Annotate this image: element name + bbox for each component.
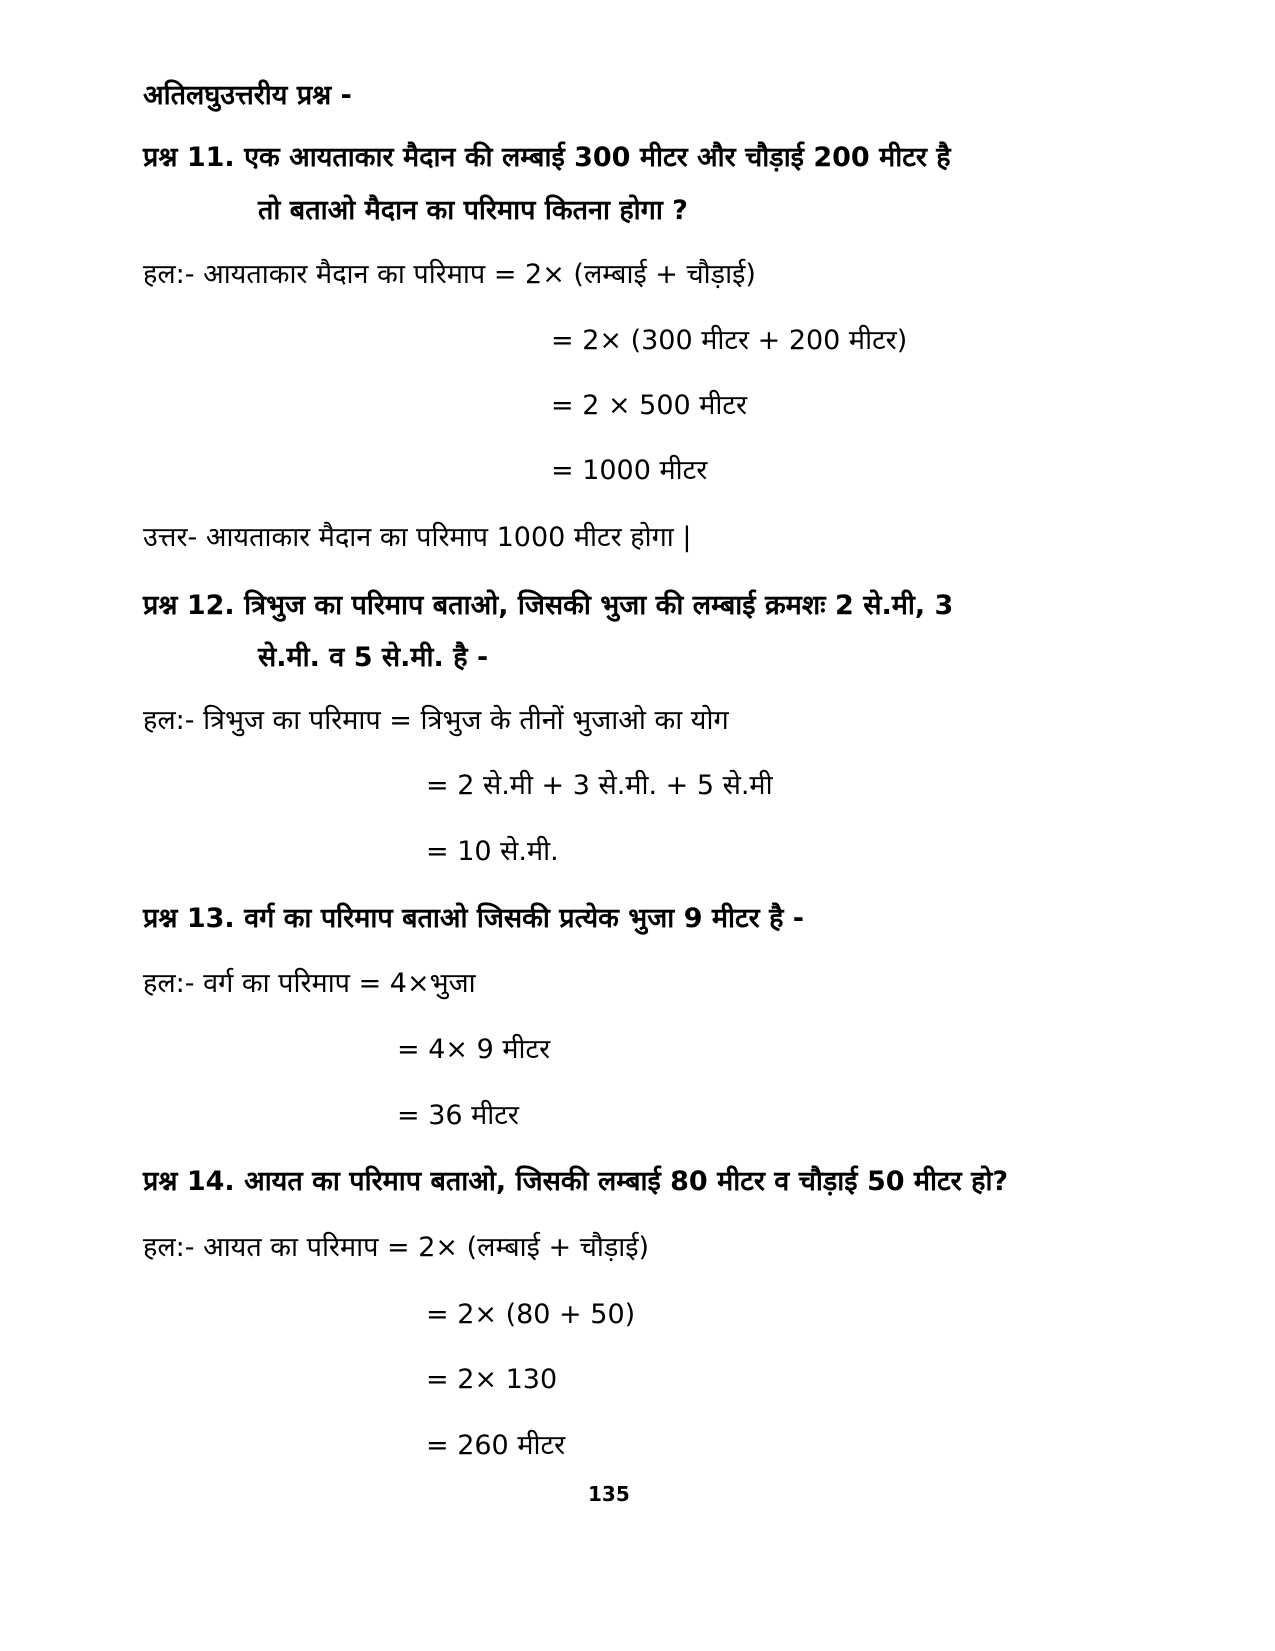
q11-answer: उत्तर- आयताकार मैदान का परिमाप 1000 मीटर होगा | <box>143 522 692 553</box>
question-13-line-1: प्रश्न 13. वर्ग का परिमाप बताओ जिसकी प्रत्येक भुजा 9 मीटर है - <box>143 903 805 934</box>
q13-solution-line-1: हल:- वर्ग का परिमाप = 4×भुजा <box>143 968 476 999</box>
q13-solution-line-2: = 4× 9 मीटर <box>397 1034 551 1065</box>
q14-solution-line-3: = 2× 130 <box>426 1364 558 1395</box>
q11-solution-line-3: = 2 × 500 मीटर <box>551 390 748 421</box>
q14-solution-line-4: = 260 मीटर <box>426 1430 566 1461</box>
q12-solution-line-2: = 2 से.मी + 3 से.मी. + 5 से.मी <box>426 770 773 801</box>
question-14-line-1: प्रश्न 14. आयत का परिमाप बताओ, जिसकी लम्बाई 80 मीटर व चौड़ाई 50 मीटर हो? <box>143 1166 1009 1197</box>
question-12-line-1: प्रश्न 12. त्रिभुज का परिमाप बताओ, जिसकी भुजा की लम्बाई क्रमशः 2 से.मी, 3 <box>143 590 954 621</box>
q14-solution-line-1: हल:- आयत का परिमाप = 2× (लम्बाई + चौड़ाई) <box>143 1232 650 1263</box>
question-11-line-2: तो बताओ मैदान का परिमाप कितना होगा ? <box>258 195 688 226</box>
page-number: 135 <box>588 1482 630 1506</box>
q11-solution-line-2: = 2× (300 मीटर + 200 मीटर) <box>551 325 908 356</box>
q12-solution-line-3: = 10 से.मी. <box>426 836 559 867</box>
q11-solution-line-1: हल:- आयताकार मैदान का परिमाप = 2× (लम्बाई + चौड़ाई) <box>143 259 756 290</box>
question-12-line-2: से.मी. व 5 से.मी. है - <box>258 642 489 673</box>
question-11-line-1: प्रश्न 11. एक आयताकार मैदान की लम्बाई 300 मीटर और चौड़ाई 200 मीटर है <box>143 142 951 173</box>
q11-solution-line-4: = 1000 मीटर <box>551 455 708 486</box>
q13-solution-line-3: = 36 मीटर <box>397 1100 519 1131</box>
q14-solution-line-2: = 2× (80 + 50) <box>426 1299 636 1330</box>
q12-solution-line-1: हल:- त्रिभुज का परिमाप = त्रिभुज के तीनों भुजाओ का योग <box>143 705 729 736</box>
section-heading: अतिलघुउत्तरीय प्रश्न - <box>143 80 352 111</box>
